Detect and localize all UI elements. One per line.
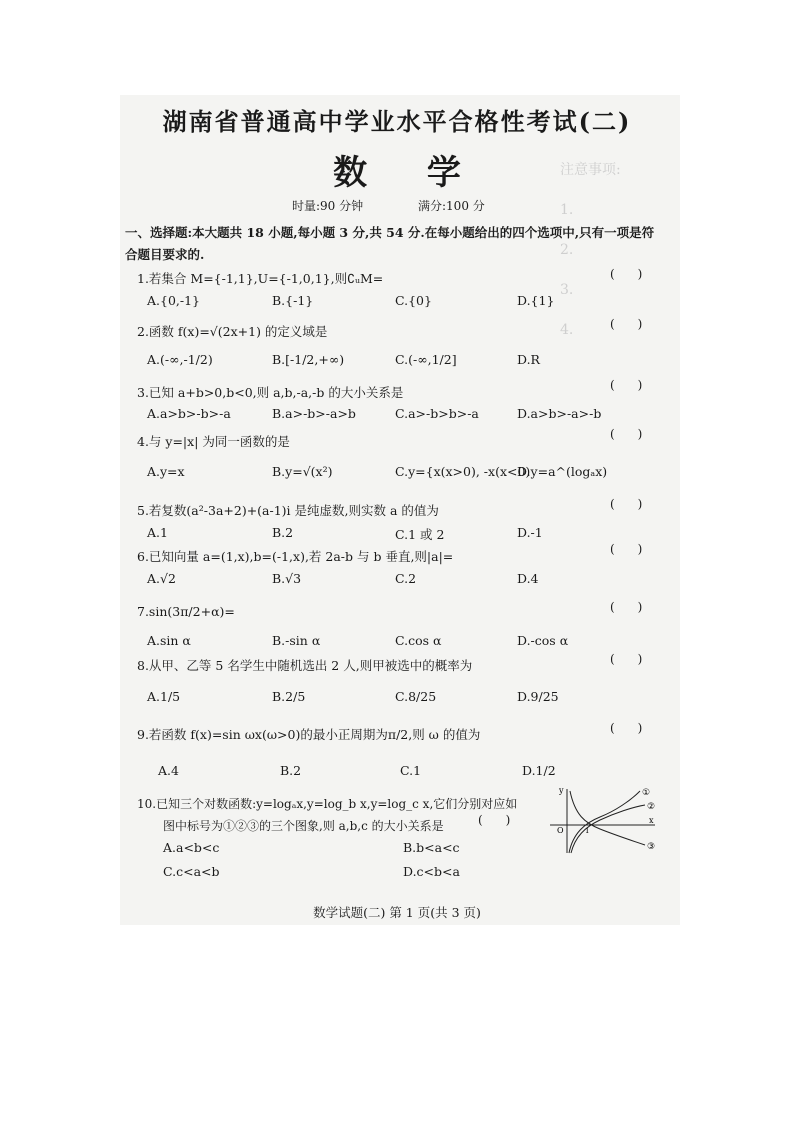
answer-blank: ( ) — [610, 721, 643, 735]
q4-option-a: A.y=x — [147, 464, 185, 479]
time-limit: 时量:90 分钟 — [292, 199, 364, 213]
q2-option-d: D.R — [517, 352, 540, 367]
q5-option-c: C.1 或 2 — [395, 527, 445, 542]
answer-blank: ( ) — [610, 267, 643, 281]
answer-blank: ( ) — [610, 378, 643, 392]
q6-option-b: B.√3 — [272, 571, 302, 586]
q1-option-d: D.{1} — [517, 293, 555, 308]
bleed-line: 3. — [560, 282, 574, 298]
q8-option-c: C.8/25 — [395, 689, 437, 704]
q3-option-d: D.a>b>-a>-b — [517, 406, 602, 421]
full-score: 满分:100 分 — [418, 199, 485, 213]
bleed-line: 4. — [560, 322, 574, 338]
q6-option-d: D.4 — [517, 571, 539, 586]
question-1-stem: 1.若集合 M={-1,1},U={-1,0,1},则∁ᵤM= — [137, 271, 384, 286]
q7-option-d: D.-cos α — [517, 633, 569, 648]
q2-option-c: C.(-∞,1/2] — [395, 352, 457, 367]
q3-option-a: A.a>b>-b>-a — [147, 406, 231, 421]
curve-3-label: ③ — [647, 842, 656, 852]
q9-option-a: A.4 — [158, 763, 179, 778]
question-10-stem: 10.已知三个对数函数:y=logₐx,y=log_b x,y=log_c x,它们分别对应如 — [137, 797, 518, 811]
answer-blank: ( ) — [610, 317, 643, 331]
q3-option-c: C.a>-b>b>-a — [395, 406, 479, 421]
q1-option-b: B.{-1} — [272, 293, 314, 308]
q7-option-b: B.-sin α — [272, 633, 321, 648]
question-8-stem: 8.从甲、乙等 5 名学生中随机选出 2 人,则甲被选中的概率为 — [137, 658, 473, 673]
q5-option-b: B.2 — [272, 525, 294, 540]
question-10-stem-line2: 图中标号为①②③的三个图象,则 a,b,c 的大小关系是 — [163, 819, 444, 833]
bleed-line: 注意事项: — [560, 162, 621, 178]
q9-option-b: B.2 — [280, 763, 302, 778]
q9-option-d: D.1/2 — [522, 763, 556, 778]
q2-option-a: A.(-∞,-1/2) — [147, 352, 213, 367]
q10-option-b: B.b<a<c — [403, 840, 460, 855]
tick-one-label: 1 — [585, 827, 590, 835]
curve-3 — [570, 791, 645, 845]
answer-blank: ( ) — [610, 427, 643, 441]
curve-2 — [571, 805, 645, 853]
q10-option-d: D.c<b<a — [403, 864, 460, 879]
q10-option-c: C.c<a<b — [163, 864, 220, 879]
question-6-stem: 6.已知向量 a=(1,x),b=(-1,x),若 2a-b 与 b 垂直,则|a|= — [137, 549, 454, 564]
q8-option-a: A.1/5 — [147, 689, 181, 704]
page-footer: 数学试题(二) 第 1 页(共 3 页) — [313, 905, 481, 920]
section-instruction: 一、选择题:本大题共 18 小题,每小题 3 分,共 54 分.在每小题给出的四个选项中,只有一项是符合题目要求的. — [125, 225, 655, 262]
q8-option-d: D.9/25 — [517, 689, 559, 704]
exam-title: 湖南省普通高中学业水平合格性考试(二) — [162, 107, 632, 136]
bleed-line: 2. — [560, 242, 574, 258]
q4-option-b: B.y=√(x²) — [272, 464, 333, 479]
curve-1-label: ① — [642, 788, 651, 798]
answer-blank: ( ) — [610, 497, 643, 511]
q1-option-c: C.{0} — [395, 293, 432, 308]
q2-option-b: B.[-1/2,+∞) — [272, 352, 345, 367]
q6-option-a: A.√2 — [147, 571, 176, 586]
q4-option-c: C.y={x(x>0), -x(x<0) — [395, 464, 531, 479]
curve-2-label: ② — [647, 802, 656, 812]
answer-blank: ( ) — [610, 542, 643, 556]
q5-option-a: A.1 — [147, 525, 168, 540]
question-4-stem: 4.与 y=|x| 为同一函数的是 — [137, 434, 290, 449]
x-axis-label: x — [649, 816, 654, 825]
q7-option-c: C.cos α — [395, 633, 442, 648]
q3-option-b: B.a>-b>-a>b — [272, 406, 356, 421]
bleed-line: 1. — [560, 202, 574, 218]
question-3-stem: 3.已知 a+b>0,b<0,则 a,b,-a,-b 的大小关系是 — [137, 385, 404, 400]
q6-option-c: C.2 — [395, 571, 417, 586]
question-2-stem: 2.函数 f(x)=√(2x+1) 的定义域是 — [137, 324, 328, 339]
answer-blank: ( ) — [610, 600, 643, 614]
q7-option-a: A.sin α — [147, 633, 191, 648]
q9-option-c: C.1 — [400, 763, 422, 778]
answer-blank: ( ) — [610, 652, 643, 666]
q5-option-d: D.-1 — [517, 525, 543, 540]
origin-label: O — [557, 826, 564, 835]
y-axis-label: y — [559, 786, 564, 795]
q10-option-a: A.a<b<c — [163, 840, 220, 855]
q4-option-d: D.y=a^(logₐx) — [517, 464, 608, 479]
subject-title: 数 学 — [333, 153, 485, 193]
curve-1 — [569, 791, 640, 853]
answer-blank: ( ) — [478, 813, 511, 827]
q8-option-b: B.2/5 — [272, 689, 306, 704]
question-7-stem: 7.sin(3π/2+α)= — [137, 604, 235, 619]
log-functions-graph — [545, 785, 660, 855]
question-9-stem: 9.若函数 f(x)=sin ωx(ω>0)的最小正周期为π/2,则 ω 的值为 — [137, 727, 481, 742]
q1-option-a: A.{0,-1} — [147, 293, 201, 308]
question-5-stem: 5.若复数(a²-3a+2)+(a-1)i 是纯虚数,则实数 a 的值为 — [137, 503, 439, 518]
